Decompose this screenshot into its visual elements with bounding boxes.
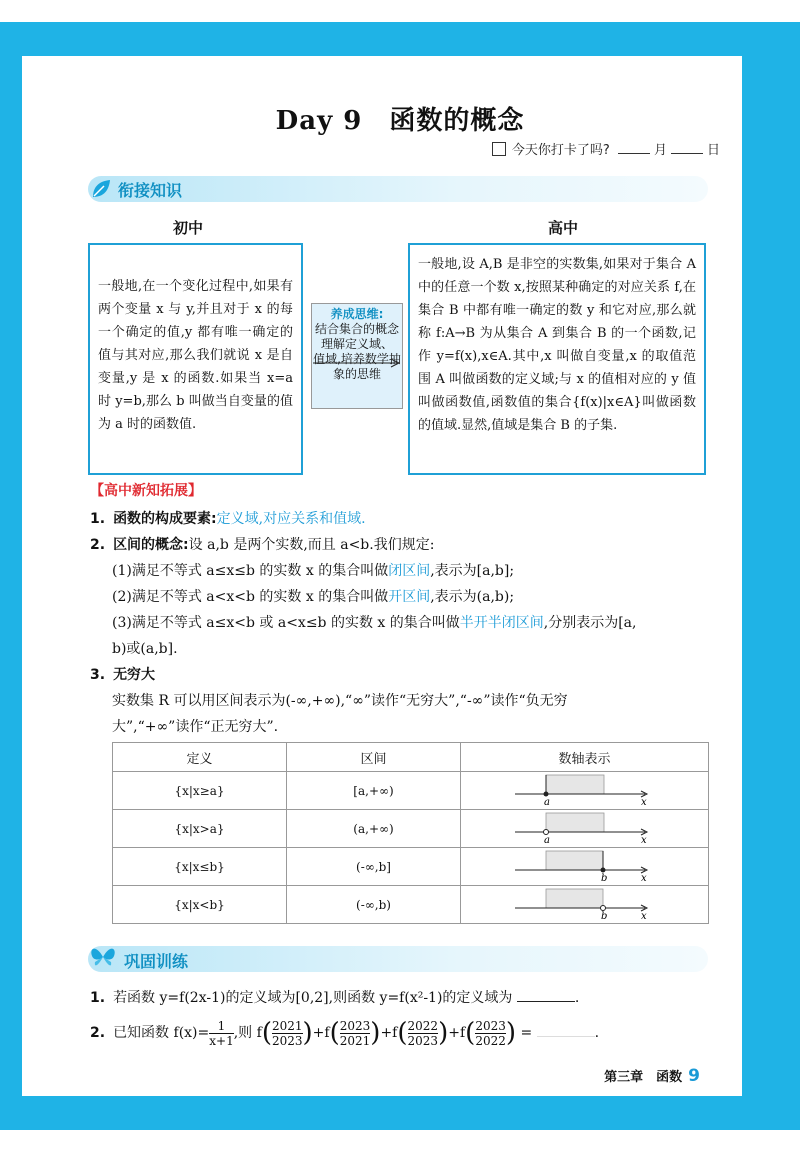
table-header-number-line: 数轴表示 — [461, 743, 709, 772]
table-header-row — [113, 743, 709, 772]
number-line-closed-left — [461, 848, 709, 886]
svg-text:x: x — [640, 797, 647, 806]
section-title-practice: 巩固训练 — [124, 952, 189, 971]
svg-text:a: a — [543, 835, 550, 844]
item-2-line-3: (3)满足不等式 a≤x<b 或 a<x≤b 的实数 x 的集合叫做半开半闭区间,分别表示为[a, — [112, 615, 637, 631]
number-line-open-left — [461, 886, 709, 924]
page-footer — [604, 1066, 700, 1086]
junior-definition-box — [88, 243, 303, 475]
expansion-heading: 【高中新知拓展】 — [90, 483, 202, 499]
left-strip — [0, 22, 22, 1130]
bottom-band — [0, 1096, 800, 1130]
arrow-right-icon — [313, 358, 403, 368]
day-blank[interactable] — [671, 153, 703, 154]
table-header-definition: 定义 — [113, 743, 287, 772]
top-band — [0, 22, 800, 56]
thinking-tip-label: 养成思维: — [330, 307, 384, 321]
table-row: {x|x≥a} [a,+∞) a x — [113, 772, 709, 810]
item-1: 1. 函数的构成要素:定义域,对应关系和值域. — [90, 511, 366, 527]
page-title: Day 9 函数的概念 — [275, 106, 525, 136]
table-header-interval: 区间 — [287, 743, 461, 772]
senior-definition-box — [408, 243, 706, 475]
senior-heading: 高中 — [548, 219, 579, 237]
interval-table — [112, 742, 709, 924]
svg-text:a: a — [543, 797, 550, 806]
svg-text:b: b — [600, 873, 607, 882]
question-2-answer-blank[interactable] — [537, 1036, 595, 1037]
table-row: {x|x≤b} (-∞,b] b x — [113, 848, 709, 886]
item-2-line-2: (2)满足不等式 a<x<b 的实数 x 的集合叫做开区间,表示为(a,b); — [112, 589, 515, 605]
checkin-line: 今天你打卡了吗? 月 日 — [492, 139, 720, 158]
question-2: 2. 已知函数 f(x)= $\frac{1}{x+1}$ ,则 f( $\frac{2021}{2023}$ )+f( $\frac{2023}{2021}$ )+f( $\frac{2022}{2023}$ )+f( $\frac{2023}{2022}$ ) = . — [90, 1018, 600, 1048]
item-3-text-2: 大”,“+∞”读作“正无穷大”. — [112, 719, 279, 735]
item-3: 3. 无穷大 — [90, 667, 156, 683]
page-number: 9 — [688, 1066, 700, 1086]
fraction-1-over-x-plus-1: $\frac{1}{x+1}$ — [209, 1018, 234, 1048]
month-blank[interactable] — [618, 153, 650, 154]
checkin-checkbox[interactable] — [492, 142, 506, 156]
svg-text:x: x — [640, 835, 647, 844]
question-1: 1. 若函数 y=f(2x-1)的定义域为[0,2],则函数 y=f(x²-1)的定义域为 . — [90, 990, 580, 1006]
table-row: {x|x<b} (-∞,b) b x — [113, 886, 709, 924]
thinking-tip-text-1: 结合集合的概念理解定义域、 — [314, 322, 399, 351]
table-row: {x|x>a} (a,+∞) a x — [113, 810, 709, 848]
item-2-line-1: (1)满足不等式 a≤x≤b 的实数 x 的集合叫做闭区间,表示为[a,b]; — [112, 563, 515, 579]
item-3-text-1: 实数集 R 可以用区间表示为(-∞,+∞),“∞”读作“无穷大”,“-∞”读作“负无穷 — [112, 693, 568, 709]
senior-definition-text: 一般地,设 A,B 是非空的实数集,如果对于集合 A 中的任意一个数 x,按照某种确定的对应关系 f,在集合 B 中都有唯一确定的数 y 和它对应,那么就称 f:A→B 为从集合 A 到集合 B 的一个函数,记作 y=f(x),x∈A.其中,x 叫做自变量,x 的取值范围 A 叫做函数的定义域;与 x 的值相对应的 y 值叫做函数值,函数值的集合{f(x)|x∈A}叫做函数的值域.显然,值域是集合 B 的子集. — [418, 257, 696, 433]
number-line-open-right — [461, 810, 709, 848]
question-1-answer-blank[interactable] — [517, 1001, 575, 1002]
leaf-icon — [90, 178, 112, 200]
chapter-label: 第三章 函数 — [604, 1070, 683, 1085]
junior-heading: 初中 — [173, 219, 204, 237]
thinking-tip-box — [311, 303, 403, 409]
item-1-value: 定义域,对应关系和值域. — [216, 511, 366, 527]
section-title-bridge: 衔接知识 — [118, 181, 183, 200]
svg-text:x: x — [640, 873, 647, 882]
item-2: 2. 区间的概念:设 a,b 是两个实数,而且 a<b.我们规定: — [90, 537, 435, 553]
thinking-tip-text-2: 值域,培养数学抽象的思维 — [313, 352, 401, 381]
number-line-closed-right — [461, 772, 709, 810]
item-2-line-3b: b)或(a,b]. — [112, 641, 178, 657]
butterfly-icon — [88, 942, 118, 972]
junior-definition-text: 一般地,在一个变化过程中,如果有两个变量 x 与 y,并且对于 x 的每一个确定的值,y 都有唯一确定的值与其对应,那么我们就说 x 是自变量,y 是 x 的函数.如果当 x=a 时 y=b,那么 b 叫做当自变量的值为 a 时的函数值. — [98, 279, 293, 432]
svg-text:x: x — [640, 911, 647, 920]
right-strip — [742, 22, 800, 1130]
svg-text:b: b — [600, 911, 607, 920]
